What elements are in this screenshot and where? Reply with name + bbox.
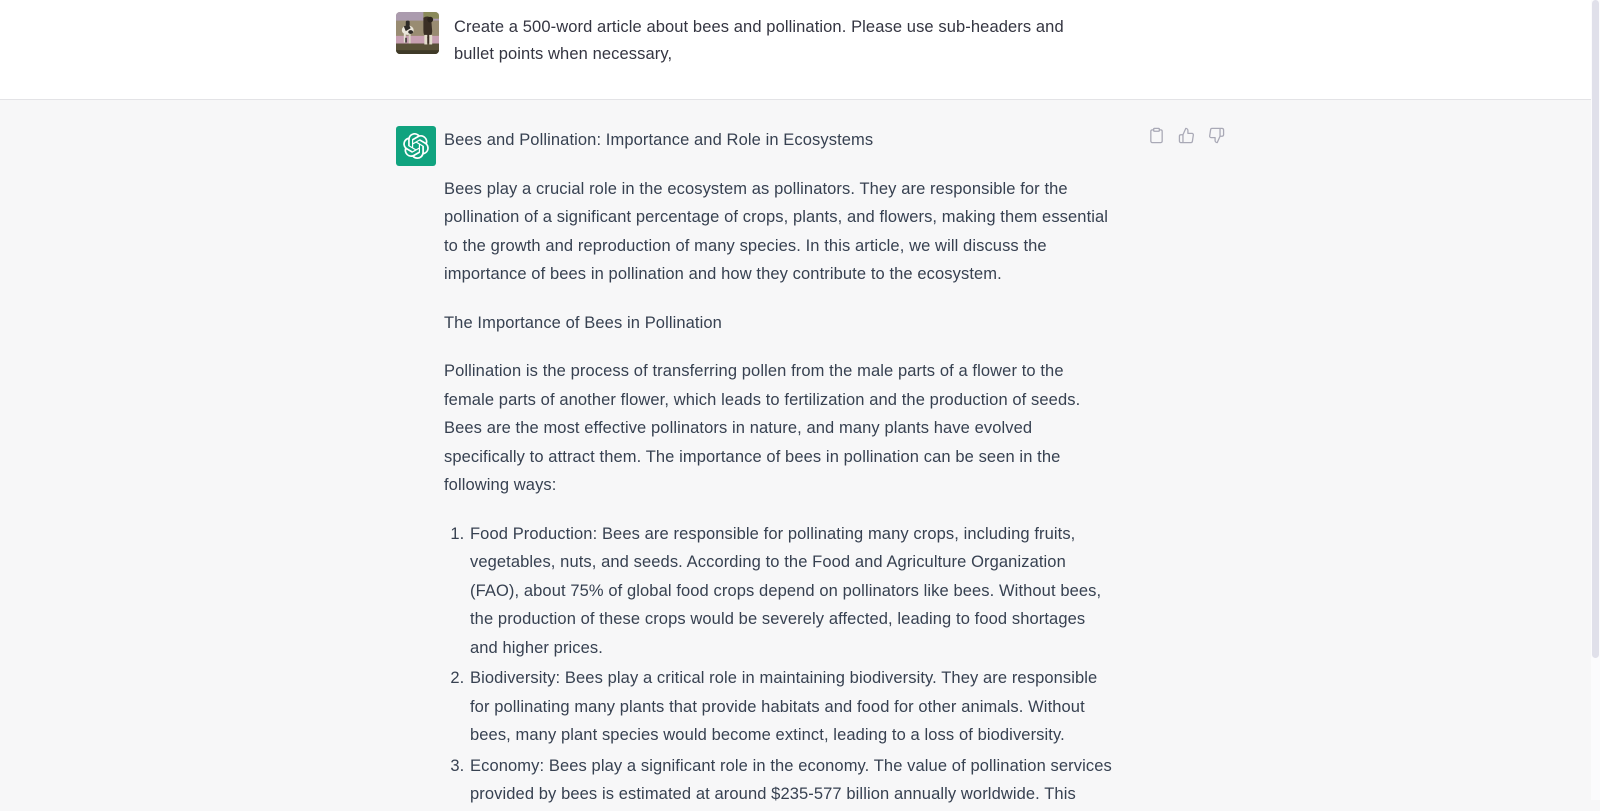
thumbs-down-button[interactable]: [1208, 127, 1225, 144]
list-item-economy: 3. Economy: Bees play a significant role in the economy. The value of pollination services provided by bees is estimated at around $235-577 billion annually worldwide. This: [469, 752, 1117, 809]
list-item-biodiversity: 2. Biodiversity: Bees play a critical role in maintaining biodiversity. They are responsible for pollinating many plants that provide habitats and food for other animals. Without bees, many plant species would become extinct, leading to a loss of biodiversity.: [469, 664, 1117, 750]
user-message-text: Create a 500-word article about bees and pollination. Please use sub-headers and bullet points when necessary,: [454, 18, 1064, 63]
section-subheader: The Importance of Bees in Pollination: [444, 313, 722, 332]
message-actions: [1148, 126, 1225, 144]
intro-paragraph: Bees play a crucial role in the ecosystem as pollinators. They are responsible for the pollination of a significant percentage of crops, plants, and flowers, making them essential to the growth and reproduction of many species. In this article, we will discuss the importance of bees in pollination and how they contribute to the ecosystem.: [444, 179, 1109, 283]
body-paragraph: Pollination is the process of transferring pollen from the male parts of a flower to the female parts of another flower, which leads to fertilization and the production of seeds. Bees are the most effective pollinators in nature, and many plants have evolved specifically to attract them. The importance of bees in pollination can be seen in the following ways:: [444, 362, 1081, 494]
chatgpt-logo-icon: [396, 126, 436, 166]
list-item-food-production: 1. Food Production: Bees are responsible for pollinating many crops, including fruits, vegetables, nuts, and seeds. According to the Food and Agriculture Organization (FAO), about 75% of global food crops depend on pollinators like bees. Without bees, the production of these crops would be severely affected, leading to food shortages and higher prices.: [469, 520, 1117, 663]
article-title: Bees and Pollination: Importance and Role in Ecosystems: [444, 131, 874, 149]
user-photo-avatar: [396, 12, 439, 54]
user-message-row: [0, 0, 1600, 100]
scrollbar-thumb[interactable]: [1592, 0, 1599, 658]
clipboard-icon: [1148, 127, 1165, 144]
scrollbar-track[interactable]: [1591, 0, 1600, 800]
assistant-message-content: [444, 126, 1117, 811]
copy-button[interactable]: [1148, 127, 1165, 144]
thumbs-down-icon: [1208, 127, 1225, 144]
numbered-list: [444, 520, 1117, 809]
thumbs-up-button[interactable]: [1178, 127, 1195, 144]
thumbs-up-icon: [1178, 127, 1195, 144]
assistant-message-row: [0, 100, 1600, 803]
